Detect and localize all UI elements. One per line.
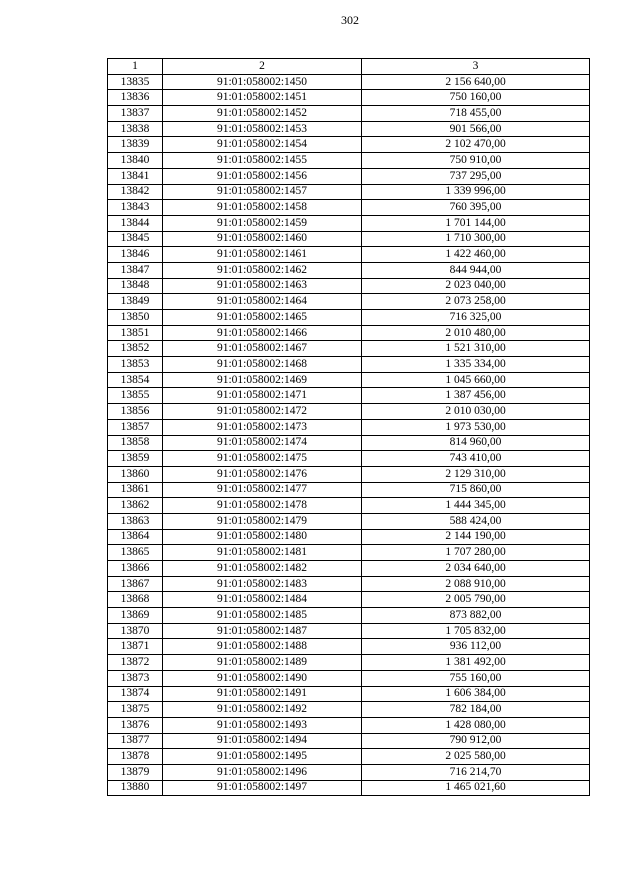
value-cell: 760 395,00: [362, 200, 590, 216]
row-number-cell: 13866: [108, 561, 163, 577]
table-row: [108, 325, 590, 341]
cadastral-number-cell: 91:01:058002:1462: [163, 262, 362, 278]
cadastral-number-cell: 91:01:058002:1456: [163, 168, 362, 184]
table-row: [108, 137, 590, 153]
value-cell: 2 025 580,00: [362, 749, 590, 765]
row-number-cell: 13856: [108, 404, 163, 420]
value-cell: 782 184,00: [362, 702, 590, 718]
table-row: [108, 670, 590, 686]
value-cell: 716 214,70: [362, 764, 590, 780]
row-number-cell: 13872: [108, 655, 163, 671]
value-cell: 1 045 660,00: [362, 372, 590, 388]
row-number-cell: 13838: [108, 121, 163, 137]
cadastral-number-cell: 91:01:058002:1483: [163, 576, 362, 592]
value-cell: 1 606 384,00: [362, 686, 590, 702]
cadastral-number-cell: 91:01:058002:1466: [163, 325, 362, 341]
cadastral-number-cell: 91:01:058002:1485: [163, 608, 362, 624]
row-number-cell: 13837: [108, 106, 163, 122]
table-row: [108, 466, 590, 482]
registry-table: [107, 58, 590, 796]
row-number-cell: 13873: [108, 670, 163, 686]
cadastral-number-cell: 91:01:058002:1491: [163, 686, 362, 702]
value-cell: 1 428 080,00: [362, 717, 590, 733]
table-row: [108, 357, 590, 373]
table-row: [108, 310, 590, 326]
cadastral-number-cell: 91:01:058002:1496: [163, 764, 362, 780]
table-row: [108, 419, 590, 435]
value-cell: 844 944,00: [362, 262, 590, 278]
table-row: [108, 106, 590, 122]
value-cell: 750 160,00: [362, 90, 590, 106]
value-cell: 901 566,00: [362, 121, 590, 137]
table-row: [108, 576, 590, 592]
value-cell: 1 465 021,60: [362, 780, 590, 796]
cadastral-number-cell: 91:01:058002:1461: [163, 247, 362, 263]
cadastral-number-cell: 91:01:058002:1488: [163, 639, 362, 655]
row-number-cell: 13850: [108, 310, 163, 326]
row-number-cell: 13865: [108, 545, 163, 561]
table-row: [108, 733, 590, 749]
value-cell: 2 010 480,00: [362, 325, 590, 341]
value-cell: 1 381 492,00: [362, 655, 590, 671]
cadastral-number-cell: 91:01:058002:1484: [163, 592, 362, 608]
row-number-cell: 13862: [108, 498, 163, 514]
table-row: [108, 482, 590, 498]
table-row: [108, 90, 590, 106]
cadastral-number-cell: 91:01:058002:1497: [163, 780, 362, 796]
row-number-cell: 13857: [108, 419, 163, 435]
table-row: [108, 200, 590, 216]
cadastral-number-cell: 91:01:058002:1468: [163, 357, 362, 373]
value-cell: 737 295,00: [362, 168, 590, 184]
value-cell: 1 710 300,00: [362, 231, 590, 247]
cadastral-number-cell: 91:01:058002:1457: [163, 184, 362, 200]
value-cell: 1 339 996,00: [362, 184, 590, 200]
table-row: [108, 184, 590, 200]
value-cell: 1 707 280,00: [362, 545, 590, 561]
row-number-cell: 13843: [108, 200, 163, 216]
value-cell: 750 910,00: [362, 153, 590, 169]
row-number-cell: 13851: [108, 325, 163, 341]
cadastral-number-cell: 91:01:058002:1480: [163, 529, 362, 545]
table-row: [108, 608, 590, 624]
row-number-cell: 13880: [108, 780, 163, 796]
value-cell: 2 144 190,00: [362, 529, 590, 545]
cadastral-number-cell: 91:01:058002:1477: [163, 482, 362, 498]
row-number-cell: 13860: [108, 466, 163, 482]
table-row: [108, 623, 590, 639]
table-row: [108, 121, 590, 137]
value-cell: 2 088 910,00: [362, 576, 590, 592]
row-number-cell: 13871: [108, 639, 163, 655]
value-cell: 2 034 640,00: [362, 561, 590, 577]
cadastral-number-cell: 91:01:058002:1490: [163, 670, 362, 686]
cadastral-number-cell: 91:01:058002:1458: [163, 200, 362, 216]
table-row: [108, 74, 590, 90]
value-cell: 716 325,00: [362, 310, 590, 326]
cadastral-number-cell: 91:01:058002:1455: [163, 153, 362, 169]
value-cell: 2 156 640,00: [362, 74, 590, 90]
cadastral-number-cell: 91:01:058002:1465: [163, 310, 362, 326]
row-number-cell: 13878: [108, 749, 163, 765]
table-row: [108, 404, 590, 420]
row-number-cell: 13869: [108, 608, 163, 624]
value-cell: 1 973 530,00: [362, 419, 590, 435]
cadastral-number-cell: 91:01:058002:1469: [163, 372, 362, 388]
value-cell: 2 023 040,00: [362, 278, 590, 294]
table-row: [108, 545, 590, 561]
table-row: [108, 435, 590, 451]
row-number-cell: 13877: [108, 733, 163, 749]
row-number-cell: 13861: [108, 482, 163, 498]
row-number-cell: 13848: [108, 278, 163, 294]
table-row: [108, 655, 590, 671]
value-cell: 588 424,00: [362, 513, 590, 529]
cadastral-number-cell: 91:01:058002:1482: [163, 561, 362, 577]
cadastral-number-cell: 91:01:058002:1464: [163, 294, 362, 310]
row-number-cell: 13853: [108, 357, 163, 373]
row-number-cell: 13875: [108, 702, 163, 718]
table-row: [108, 513, 590, 529]
row-number-cell: 13840: [108, 153, 163, 169]
value-cell: 2 010 030,00: [362, 404, 590, 420]
table-row: [108, 451, 590, 467]
row-number-cell: 13858: [108, 435, 163, 451]
row-number-cell: 13849: [108, 294, 163, 310]
registry-table-container: [107, 58, 590, 796]
value-cell: 2 102 470,00: [362, 137, 590, 153]
value-cell: 755 160,00: [362, 670, 590, 686]
row-number-cell: 13835: [108, 74, 163, 90]
table-row: [108, 592, 590, 608]
table-row: [108, 168, 590, 184]
value-cell: 1 335 334,00: [362, 357, 590, 373]
table-row: [108, 215, 590, 231]
cadastral-number-cell: 91:01:058002:1493: [163, 717, 362, 733]
value-cell: 1 701 144,00: [362, 215, 590, 231]
row-number-cell: 13847: [108, 262, 163, 278]
value-cell: 814 960,00: [362, 435, 590, 451]
table-row: [108, 341, 590, 357]
row-number-cell: 13844: [108, 215, 163, 231]
row-number-cell: 13864: [108, 529, 163, 545]
row-number-cell: 13845: [108, 231, 163, 247]
table-row: [108, 780, 590, 796]
value-cell: 1 705 832,00: [362, 623, 590, 639]
table-row: [108, 749, 590, 765]
table-row: [108, 702, 590, 718]
cadastral-number-cell: 91:01:058002:1450: [163, 74, 362, 90]
value-cell: 1 521 310,00: [362, 341, 590, 357]
value-cell: 715 860,00: [362, 482, 590, 498]
value-cell: 936 112,00: [362, 639, 590, 655]
value-cell: 2 073 258,00: [362, 294, 590, 310]
row-number-cell: 13854: [108, 372, 163, 388]
row-number-cell: 13876: [108, 717, 163, 733]
cadastral-number-cell: 91:01:058002:1481: [163, 545, 362, 561]
cadastral-number-cell: 91:01:058002:1459: [163, 215, 362, 231]
table-row: [108, 561, 590, 577]
table-row: [108, 294, 590, 310]
table-row: [108, 278, 590, 294]
value-cell: 718 455,00: [362, 106, 590, 122]
row-number-cell: 13855: [108, 388, 163, 404]
table-row: [108, 498, 590, 514]
row-number-cell: 13836: [108, 90, 163, 106]
cadastral-number-cell: 91:01:058002:1489: [163, 655, 362, 671]
table-header: [108, 59, 590, 75]
table-header-row: [108, 59, 590, 75]
row-number-cell: 13868: [108, 592, 163, 608]
column-header-2: 2: [163, 59, 362, 75]
table-row: [108, 717, 590, 733]
table-row: [108, 262, 590, 278]
cadastral-number-cell: 91:01:058002:1452: [163, 106, 362, 122]
cadastral-number-cell: 91:01:058002:1475: [163, 451, 362, 467]
row-number-cell: 13859: [108, 451, 163, 467]
row-number-cell: 13839: [108, 137, 163, 153]
value-cell: 1 444 345,00: [362, 498, 590, 514]
table-row: [108, 639, 590, 655]
table-row: [108, 231, 590, 247]
value-cell: 1 422 460,00: [362, 247, 590, 263]
row-number-cell: 13874: [108, 686, 163, 702]
row-number-cell: 13863: [108, 513, 163, 529]
cadastral-number-cell: 91:01:058002:1471: [163, 388, 362, 404]
cadastral-number-cell: 91:01:058002:1460: [163, 231, 362, 247]
row-number-cell: 13841: [108, 168, 163, 184]
value-cell: 2 129 310,00: [362, 466, 590, 482]
cadastral-number-cell: 91:01:058002:1476: [163, 466, 362, 482]
column-header-3: 3: [362, 59, 590, 75]
row-number-cell: 13870: [108, 623, 163, 639]
table-row: [108, 686, 590, 702]
column-header-1: 1: [108, 59, 163, 75]
table-row: [108, 388, 590, 404]
cadastral-number-cell: 91:01:058002:1478: [163, 498, 362, 514]
cadastral-number-cell: 91:01:058002:1453: [163, 121, 362, 137]
value-cell: 873 882,00: [362, 608, 590, 624]
cadastral-number-cell: 91:01:058002:1454: [163, 137, 362, 153]
value-cell: 2 005 790,00: [362, 592, 590, 608]
cadastral-number-cell: 91:01:058002:1473: [163, 419, 362, 435]
row-number-cell: 13867: [108, 576, 163, 592]
row-number-cell: 13879: [108, 764, 163, 780]
cadastral-number-cell: 91:01:058002:1492: [163, 702, 362, 718]
row-number-cell: 13846: [108, 247, 163, 263]
page-number: 302: [341, 13, 359, 27]
cadastral-number-cell: 91:01:058002:1467: [163, 341, 362, 357]
cadastral-number-cell: 91:01:058002:1472: [163, 404, 362, 420]
row-number-cell: 13852: [108, 341, 163, 357]
value-cell: 1 387 456,00: [362, 388, 590, 404]
cadastral-number-cell: 91:01:058002:1474: [163, 435, 362, 451]
value-cell: 743 410,00: [362, 451, 590, 467]
table-row: [108, 153, 590, 169]
cadastral-number-cell: 91:01:058002:1495: [163, 749, 362, 765]
value-cell: 790 912,00: [362, 733, 590, 749]
table-row: [108, 372, 590, 388]
table-row: [108, 247, 590, 263]
cadastral-number-cell: 91:01:058002:1451: [163, 90, 362, 106]
table-row: [108, 529, 590, 545]
cadastral-number-cell: 91:01:058002:1487: [163, 623, 362, 639]
cadastral-number-cell: 91:01:058002:1463: [163, 278, 362, 294]
row-number-cell: 13842: [108, 184, 163, 200]
table-body: [108, 74, 590, 796]
cadastral-number-cell: 91:01:058002:1479: [163, 513, 362, 529]
table-row: [108, 764, 590, 780]
cadastral-number-cell: 91:01:058002:1494: [163, 733, 362, 749]
